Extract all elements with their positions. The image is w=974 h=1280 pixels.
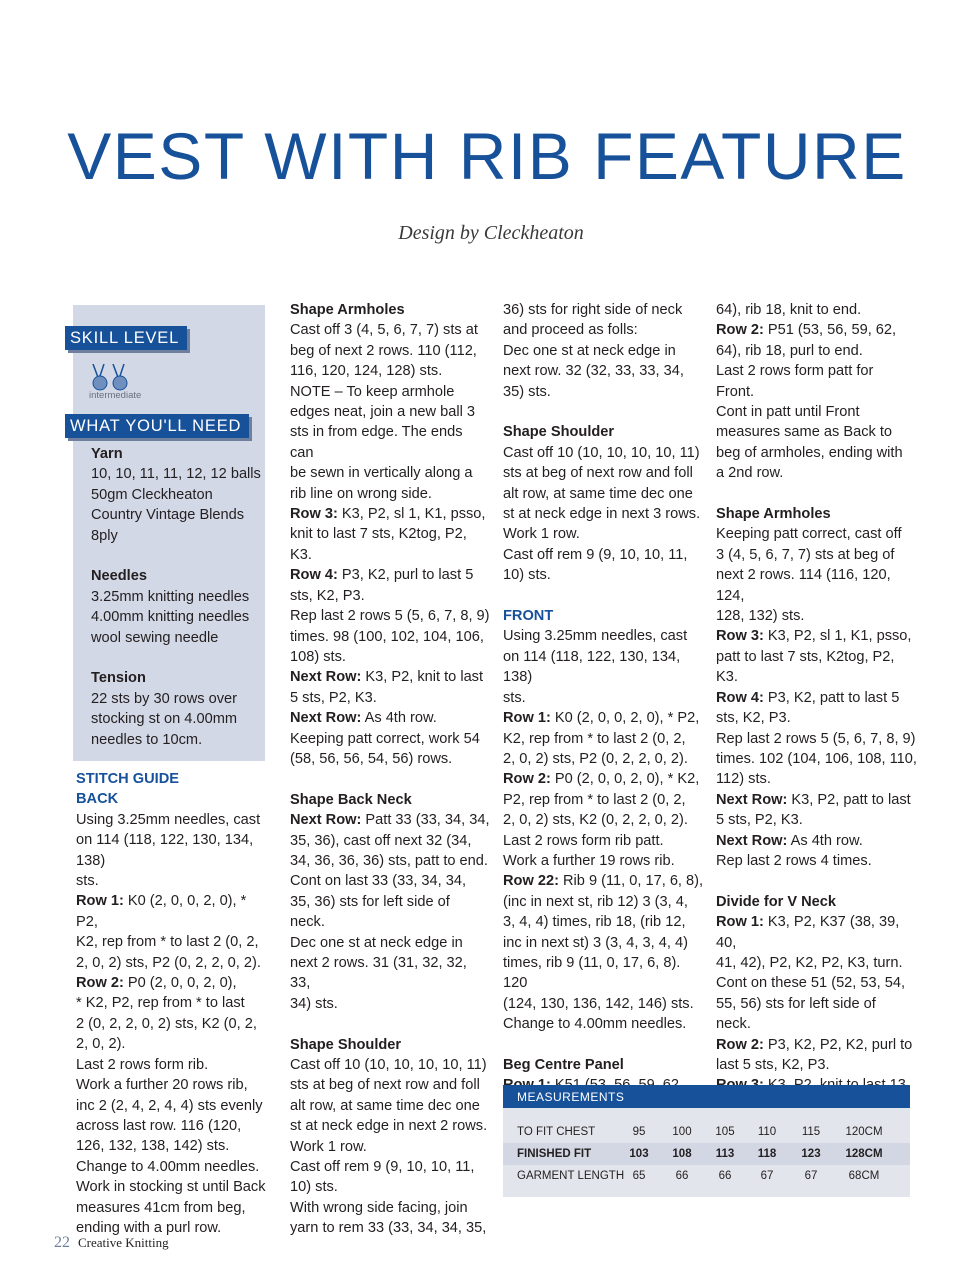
text-line: K0 (2, 0, 0, 2, 0), * P2,: [550, 710, 700, 727]
section-heading: Shape Back Neck: [290, 791, 412, 808]
column-armholes-neck: [290, 300, 490, 1239]
text-line: Dec one st at neck edge in: [290, 934, 463, 951]
row-label: Row 4:: [290, 567, 338, 584]
text-line: Work in stocking st until Back: [76, 1179, 266, 1196]
text-line: (58, 56, 56, 54, 56) rows.: [290, 750, 453, 767]
text-line: 35, 36), cast off next 32 (34,: [290, 832, 472, 849]
section-heading: Shape Armholes: [716, 506, 831, 523]
text-line: 108) sts.: [290, 648, 346, 665]
text-line: sts in from edge. The ends can: [290, 424, 463, 461]
table-row: [503, 1165, 910, 1187]
text-line: ending with a purl row.: [76, 1219, 222, 1236]
text-line: times. 98 (100, 102, 104, 106,: [290, 628, 484, 645]
tension-line: 22 sts by 30 rows over: [91, 690, 238, 707]
table-cell: 105: [715, 1126, 735, 1138]
text-line: Cast off 10 (10, 10, 10, 10, 11): [290, 1057, 487, 1073]
text-line: on 114 (118, 122, 130, 134, 138): [503, 648, 681, 686]
text-line: Rep last 2 rows 5 (5, 6, 7, 8, 9): [290, 608, 490, 625]
column-front-continued: [716, 300, 921, 1096]
text-line: Cast off 3 (4, 5, 6, 7, 7) sts at: [290, 322, 478, 339]
text-line: Rib 9 (11, 0, 17, 6, 8),: [558, 873, 704, 890]
text-line: Work a further 20 rows rib,: [76, 1077, 248, 1094]
front-heading: FRONT: [503, 608, 554, 625]
text-line: be sewn in vertically along a: [290, 465, 473, 482]
column-front: [503, 300, 708, 1096]
text-line: sts, K2, P3.: [290, 587, 365, 604]
materials-list: [91, 444, 261, 750]
needles-line: 3.25mm knitting needles: [91, 588, 250, 605]
tension-line: stocking st on 4.00mm: [91, 711, 238, 728]
text-line: neck.: [716, 1016, 751, 1033]
text-line: 126, 132, 138, 142) sts.: [76, 1138, 230, 1155]
text-line: 35) sts.: [503, 383, 551, 400]
row-label: GARMENT LENGTH: [517, 1170, 625, 1182]
text-line: Rep last 2 rows 5 (5, 6, 7, 8, 9): [716, 730, 916, 747]
row-label: Next Row:: [290, 669, 362, 686]
section-heading: Shape Armholes: [290, 302, 405, 318]
table-cell: 123: [801, 1148, 821, 1160]
text-line: 36) sts for right side of neck: [503, 302, 683, 318]
text-line: measures 41cm from beg,: [76, 1199, 246, 1216]
text-line: 41, 42), P2, K2, P2, K3, turn.: [716, 954, 903, 971]
text-line: K3.: [290, 546, 312, 563]
designer-credit: Design by Cleckheaton: [398, 222, 584, 244]
text-line: 112) sts.: [716, 771, 771, 788]
text-line: K2, rep from * to last 2 (0, 2,: [76, 934, 259, 951]
text-line: 10) sts.: [290, 1179, 338, 1196]
table-cell: 118: [757, 1148, 777, 1160]
text-line: 10) sts.: [503, 567, 551, 584]
text-line: 34, 36, 36, 36) sts, patt to end.: [290, 852, 488, 869]
table-cell: 66: [718, 1170, 732, 1182]
text-line: K3, P2, knit to last: [361, 669, 484, 686]
text-line: edges neat, join a new ball 3: [290, 404, 475, 421]
text-line: 128, 132) sts.: [716, 608, 805, 625]
text-line: Using 3.25mm needles, cast: [76, 811, 261, 828]
yarn-line: Country Vintage Blends: [91, 507, 245, 524]
text-line: NOTE – To keep armhole: [290, 383, 455, 400]
text-line: sts.: [76, 873, 99, 890]
text-line: Dec one st at neck edge in: [503, 342, 676, 359]
section-heading: Shape Shoulder: [503, 424, 615, 441]
needles-line: 4.00mm knitting needles: [91, 609, 250, 626]
text-line: next row. 32 (32, 33, 33, 34,: [503, 363, 684, 380]
row-label: Row 3:: [290, 506, 338, 523]
text-line: Rep last 2 rows 4 times.: [716, 852, 872, 869]
section-heading: Divide for V Neck: [716, 893, 837, 910]
table-cell: 128CM: [845, 1148, 883, 1160]
text-line: on 114 (118, 122, 130, 134, 138): [76, 832, 254, 869]
table-row: [503, 1143, 910, 1165]
needles-line: wool sewing needle: [91, 629, 219, 646]
publication-name: Creative Knitting: [78, 1235, 169, 1250]
text-line: Cont in patt until Front: [716, 404, 860, 421]
skill-level-label: intermediate: [89, 390, 142, 401]
text-line: Cont on these 51 (52, 53, 54,: [716, 975, 906, 992]
text-line: 2 (0, 2, 2, 0, 2) sts, K2 (0, 2,: [76, 1015, 257, 1032]
text-line: 55, 56) sts for left side of: [716, 995, 876, 1012]
table-cell: 100: [672, 1126, 692, 1138]
text-line: P0 (2, 0, 0, 2, 0), * K2,: [550, 771, 700, 788]
text-line: inc in next st) 3 (3, 4, 3, 4, 4): [503, 934, 688, 951]
table-cell: 67: [804, 1170, 818, 1182]
text-line: sts, K2, P3.: [716, 710, 791, 727]
text-line: sts at beg of next row and foll: [503, 465, 693, 482]
table-cell: 66: [675, 1170, 689, 1182]
text-line: Last 2 rows form patt for: [716, 363, 874, 380]
text-line: P3, K2, patt to last 5: [763, 689, 900, 706]
row-label: Next Row:: [716, 791, 788, 808]
text-line: 2, 0, 2) sts, P2 (0, 2, 2, 0, 2).: [503, 750, 688, 767]
tension-line: needles to 10cm.: [91, 731, 203, 748]
row-label: Row 1:: [716, 914, 764, 931]
text-line: Last 2 rows form rib.: [76, 1056, 209, 1073]
text-line: 116, 120, 124, 128) sts.: [290, 363, 443, 380]
text-line: across last row. 116 (120,: [76, 1117, 242, 1134]
needles-heading: Needles: [91, 568, 147, 585]
text-line: Front.: [716, 383, 755, 400]
text-line: st at neck edge in next 3 rows.: [503, 506, 701, 523]
page-number: 22: [54, 1234, 70, 1251]
text-line: With wrong side facing, join: [290, 1199, 468, 1216]
text-line: 2, 0, 2) sts, P2 (0, 2, 2, 0, 2).: [76, 954, 261, 971]
text-line: 5 sts, P2, K3.: [716, 812, 803, 829]
text-line: next 2 rows. 31 (31, 32, 32, 33,: [290, 954, 467, 992]
text-line: rib line on wrong side.: [290, 485, 432, 502]
text-line: yarn to rem 33 (33, 34, 34, 35,: [290, 1220, 487, 1237]
table-cell: 115: [801, 1126, 821, 1138]
tension-heading: Tension: [91, 670, 146, 687]
section-heading: Shape Shoulder: [290, 1036, 402, 1053]
row-label: Row 22:: [503, 873, 559, 890]
text-line: Cast off 10 (10, 10, 10, 10, 11): [503, 444, 700, 461]
yarn-line: 8ply: [91, 527, 118, 544]
table-cell: 108: [672, 1148, 692, 1160]
text-line: 3, 4, 4) times, rib 18, (rib 12,: [503, 914, 686, 931]
text-line: sts at beg of next row and foll: [290, 1077, 480, 1094]
page-title: VEST WITH RIB FEATURE: [67, 119, 907, 193]
text-line: alt row, at same time dec one: [290, 1097, 480, 1114]
text-line: K0 (2, 0, 0, 2, 0), * P2,: [76, 893, 247, 930]
back-heading: BACK: [76, 791, 119, 808]
table-cell: 95: [632, 1126, 646, 1138]
row-label: Row 1:: [503, 710, 551, 727]
text-line: times. 102 (104, 106, 108, 110,: [716, 750, 917, 767]
stitch-guide-heading: STITCH GUIDE: [76, 771, 179, 787]
text-line: K2, rep from * to last 2 (0, 2,: [503, 730, 686, 747]
text-line: inc 2 (2, 4, 2, 4, 4) sts evenly: [76, 1097, 263, 1114]
row-label: Row 1:: [76, 893, 124, 910]
text-line: a 2nd row.: [716, 465, 784, 482]
text-line: P3, K2, purl to last 5: [337, 567, 474, 584]
text-line: knit to last 7 sts, K2tog, P2,: [290, 526, 467, 543]
text-line: Last 2 rows form rib patt.: [503, 832, 664, 849]
text-line: Work a further 19 rows rib.: [503, 852, 675, 869]
text-line: sts.: [503, 689, 526, 706]
column-back: [76, 769, 272, 1238]
table-cell: 67: [760, 1170, 774, 1182]
text-line: neck.: [290, 914, 325, 931]
text-line: 34) sts.: [290, 995, 338, 1012]
what-you-need-heading: WHAT YOU'LL NEED: [65, 414, 249, 438]
text-line: P51 (53, 56, 59, 62,: [763, 322, 897, 339]
text-line: K3, P2, K37 (38, 39, 40,: [716, 914, 900, 951]
text-line: (124, 130, 136, 142, 146) sts.: [503, 995, 694, 1012]
table-cell: 110: [757, 1126, 777, 1138]
row-label: Row 2:: [76, 975, 124, 992]
text-line: 5 sts, P2, K3.: [290, 689, 377, 706]
text-line: 64), rib 18, purl to end.: [716, 342, 863, 359]
text-line: K3.: [716, 669, 738, 686]
text-line: Keeping patt correct, work 54: [290, 730, 480, 747]
table-cell: 103: [629, 1148, 649, 1160]
text-line: Cont on last 33 (33, 34, 34,: [290, 873, 467, 890]
text-line: Keeping patt correct, cast off: [716, 526, 902, 543]
text-line: P0 (2, 0, 0, 2, 0),: [123, 975, 237, 992]
text-line: As 4th row.: [787, 832, 863, 849]
page-footer: [54, 1234, 169, 1252]
text-line: st at neck edge in next 2 rows.: [290, 1118, 488, 1135]
text-line: Patt 33 (33, 34, 34,: [361, 812, 490, 829]
text-line: measures same as Back to: [716, 424, 893, 441]
text-line: Change to 4.00mm needles.: [76, 1158, 260, 1175]
text-line: P2, rep from * to last 2 (0, 2,: [503, 791, 686, 808]
text-line: and proceed as folls:: [503, 322, 638, 339]
text-line: times, rib 9 (11, 0, 17, 6, 8). 120: [503, 954, 681, 992]
table-cell: 65: [632, 1170, 646, 1182]
text-line: Cast off rem 9 (9, 10, 10, 11,: [290, 1159, 475, 1176]
table-cell: 113: [715, 1148, 735, 1160]
row-label: Row 2:: [716, 322, 764, 339]
text-line: alt row, at same time dec one: [503, 485, 693, 502]
row-label: Next Row:: [716, 832, 788, 849]
table-row: [503, 1121, 910, 1143]
text-line: K3, P2, sl 1, K1, psso,: [763, 628, 912, 645]
text-line: (inc in next st, rib 12) 3 (3, 4,: [503, 893, 688, 910]
skill-level-heading: SKILL LEVEL: [65, 326, 187, 350]
row-label: Row 4:: [716, 689, 764, 706]
text-line: K3, P2, sl 1, K1, psso,: [337, 506, 486, 523]
measurements-heading: MEASUREMENTS: [503, 1085, 910, 1108]
measurements-table: [503, 1085, 910, 1197]
text-line: next 2 rows. 114 (116, 120, 124,: [716, 567, 891, 604]
text-line: patt to last 7 sts, K2tog, P2,: [716, 648, 895, 665]
text-line: beg of next 2 rows. 110 (112,: [290, 342, 477, 359]
text-line: Work 1 row.: [290, 1138, 367, 1155]
row-label: Next Row:: [290, 812, 362, 829]
text-line: 3 (4, 5, 6, 7, 7) sts at beg of: [716, 546, 895, 563]
yarn-heading: Yarn: [91, 446, 123, 462]
text-line: Work 1 row.: [503, 526, 580, 543]
row-label: Row 2:: [503, 771, 551, 788]
text-line: beg of armholes, ending with: [716, 444, 903, 461]
yarn-line: 10, 10, 11, 11, 12, 12 balls: [91, 466, 261, 483]
text-line: K3, P2, patt to last: [787, 791, 911, 808]
text-line: 64), rib 18, knit to end.: [716, 302, 862, 318]
text-line: * K2, P2, rep from * to last: [76, 995, 245, 1012]
row-label: Row 3:: [716, 628, 764, 645]
text-line: As 4th row.: [361, 710, 437, 727]
table-cell: 68CM: [848, 1170, 880, 1182]
yarn-balls-icon: [90, 364, 130, 392]
row-label: Next Row:: [290, 710, 362, 727]
row-label: TO FIT CHEST: [517, 1126, 596, 1138]
section-heading: Beg Centre Panel: [503, 1056, 624, 1073]
text-line: Cast off rem 9 (9, 10, 10, 11,: [503, 546, 688, 563]
table-cell: 120CM: [845, 1126, 883, 1138]
text-line: 35, 36) sts for left side of: [290, 893, 450, 910]
text-line: P3, K2, P2, K2, purl to: [763, 1036, 913, 1053]
row-label: FINISHED FIT: [517, 1148, 592, 1160]
text-line: last 5 sts, K2, P3.: [716, 1057, 830, 1073]
row-label: Row 2:: [716, 1036, 764, 1053]
yarn-line: 50gm Cleckheaton: [91, 486, 213, 503]
text-line: 2, 0, 2).: [76, 1036, 126, 1053]
text-line: 2, 0, 2) sts, K2 (0, 2, 2, 0, 2).: [503, 812, 688, 829]
text-line: Using 3.25mm needles, cast: [503, 628, 688, 645]
text-line: Change to 4.00mm needles.: [503, 1016, 687, 1033]
